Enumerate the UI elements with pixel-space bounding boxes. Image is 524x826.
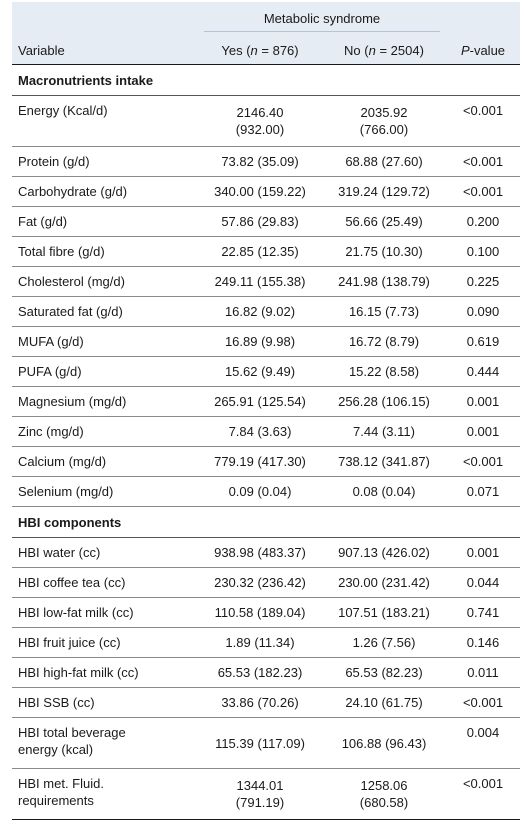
section-title: HBI components: [12, 507, 520, 538]
yes-value: 1344.01 (791.19): [198, 769, 322, 820]
no-value: 2035.92 (766.00): [322, 96, 446, 147]
p-value: 0.004: [446, 718, 520, 769]
variable-label: Energy (Kcal/d): [12, 96, 198, 147]
no-value: 16.72 (8.79): [322, 327, 446, 357]
no-value: 319.24 (129.72): [322, 177, 446, 207]
no-value: 907.13 (426.02): [322, 538, 446, 568]
p-value: 0.146: [446, 628, 520, 658]
p-value: 0.001: [446, 417, 520, 447]
table-row: [12, 477, 520, 507]
variable-label: MUFA (g/d): [12, 327, 198, 357]
no-value: 230.00 (231.42): [322, 568, 446, 598]
table-row: [12, 267, 520, 297]
variable-label: HBI high-fat milk (cc): [12, 658, 198, 688]
variable-label: HBI fruit juice (cc): [12, 628, 198, 658]
no-value: 21.75 (10.30): [322, 237, 446, 267]
variable-label: HBI SSB (cc): [12, 688, 198, 718]
no-value: 16.15 (7.73): [322, 297, 446, 327]
p-value: <0.001: [446, 769, 520, 820]
p-value: 0.200: [446, 207, 520, 237]
variable-label: Zinc (mg/d): [12, 417, 198, 447]
p-value: <0.001: [446, 177, 520, 207]
no-value: 15.22 (8.58): [322, 357, 446, 387]
section-header-row: [12, 507, 520, 538]
p-value: <0.001: [446, 447, 520, 477]
yes-value: 15.62 (9.49): [198, 357, 322, 387]
yes-value: 265.91 (125.54): [198, 387, 322, 417]
variable-label: Cholesterol (mg/d): [12, 267, 198, 297]
variable-label: HBI met. Fluid. requirements: [12, 769, 198, 820]
no-value: 65.53 (82.23): [322, 658, 446, 688]
table-row: [12, 327, 520, 357]
p-value: 0.044: [446, 568, 520, 598]
yes-value: 115.39 (117.09): [198, 718, 322, 769]
table-row: [12, 417, 520, 447]
yes-value: 16.89 (9.98): [198, 327, 322, 357]
p-value: <0.001: [446, 147, 520, 177]
p-value: 0.100: [446, 237, 520, 267]
yes-value: 938.98 (483.37): [198, 538, 322, 568]
p-value: <0.001: [446, 96, 520, 147]
table-row: [12, 147, 520, 177]
yes-value: 7.84 (3.63): [198, 417, 322, 447]
p-value: 0.011: [446, 658, 520, 688]
section-header-row: [12, 65, 520, 96]
variable-label: Total fibre (g/d): [12, 237, 198, 267]
p-value: 0.741: [446, 598, 520, 628]
yes-value: 1.89 (11.34): [198, 628, 322, 658]
table-row: [12, 568, 520, 598]
table-row: [12, 237, 520, 267]
table-row: [12, 297, 520, 327]
variable-label: Protein (g/d): [12, 147, 198, 177]
no-value: 107.51 (183.21): [322, 598, 446, 628]
variable-label: HBI low-fat milk (cc): [12, 598, 198, 628]
p-value: 0.071: [446, 477, 520, 507]
p-value: <0.001: [446, 688, 520, 718]
yes-value: 16.82 (9.02): [198, 297, 322, 327]
table-row: [12, 718, 520, 769]
header-p-value: P-value: [446, 36, 520, 65]
yes-value: 779.19 (417.30): [198, 447, 322, 477]
yes-value: 22.85 (12.35): [198, 237, 322, 267]
yes-value: 33.86 (70.26): [198, 688, 322, 718]
header-no: No (n = 2504): [322, 36, 446, 65]
no-value: 1258.06 (680.58): [322, 769, 446, 820]
header-blank: [12, 2, 198, 36]
no-value: 56.66 (25.49): [322, 207, 446, 237]
yes-value: 57.86 (29.83): [198, 207, 322, 237]
table-row: [12, 688, 520, 718]
p-value: 0.619: [446, 327, 520, 357]
no-value: 24.10 (61.75): [322, 688, 446, 718]
header-yes: Yes (n = 876): [198, 36, 322, 65]
header-group-metabolic-syndrome: Metabolic syndrome: [198, 2, 446, 36]
table-row: [12, 598, 520, 628]
yes-value: 249.11 (155.38): [198, 267, 322, 297]
p-value: 0.001: [446, 538, 520, 568]
variable-label: HBI total beverage energy (kcal): [12, 718, 198, 769]
variable-label: PUFA (g/d): [12, 357, 198, 387]
header-blank-right: [446, 2, 520, 36]
variable-label: Carbohydrate (g/d): [12, 177, 198, 207]
variable-label: Selenium (mg/d): [12, 477, 198, 507]
p-value: 0.001: [446, 387, 520, 417]
yes-value: 110.58 (189.04): [198, 598, 322, 628]
variable-label: Magnesium (mg/d): [12, 387, 198, 417]
table-row: [12, 447, 520, 477]
no-value: 738.12 (341.87): [322, 447, 446, 477]
table-row: [12, 96, 520, 147]
no-value: 7.44 (3.11): [322, 417, 446, 447]
table-row: [12, 177, 520, 207]
variable-label: HBI water (cc): [12, 538, 198, 568]
no-value: 0.08 (0.04): [322, 477, 446, 507]
metabolic-syndrome-table: [12, 2, 520, 820]
variable-label: HBI coffee tea (cc): [12, 568, 198, 598]
header-variable: Variable: [12, 36, 198, 65]
no-value: 241.98 (138.79): [322, 267, 446, 297]
yes-value: 73.82 (35.09): [198, 147, 322, 177]
table-row: [12, 207, 520, 237]
yes-value: 65.53 (182.23): [198, 658, 322, 688]
table-row: [12, 538, 520, 568]
table-row: [12, 357, 520, 387]
variable-label: Saturated fat (g/d): [12, 297, 198, 327]
table-row: [12, 628, 520, 658]
yes-value: 2146.40 (932.00): [198, 96, 322, 147]
p-value: 0.444: [446, 357, 520, 387]
p-value: 0.225: [446, 267, 520, 297]
yes-value: 0.09 (0.04): [198, 477, 322, 507]
no-value: 106.88 (96.43): [322, 718, 446, 769]
yes-value: 340.00 (159.22): [198, 177, 322, 207]
section-title: Macronutrients intake: [12, 65, 520, 96]
variable-label: Fat (g/d): [12, 207, 198, 237]
table-row: [12, 658, 520, 688]
yes-value: 230.32 (236.42): [198, 568, 322, 598]
table-row: [12, 769, 520, 820]
p-value: 0.090: [446, 297, 520, 327]
table-row: [12, 387, 520, 417]
variable-label: Calcium (mg/d): [12, 447, 198, 477]
no-value: 256.28 (106.15): [322, 387, 446, 417]
no-value: 68.88 (27.60): [322, 147, 446, 177]
no-value: 1.26 (7.56): [322, 628, 446, 658]
